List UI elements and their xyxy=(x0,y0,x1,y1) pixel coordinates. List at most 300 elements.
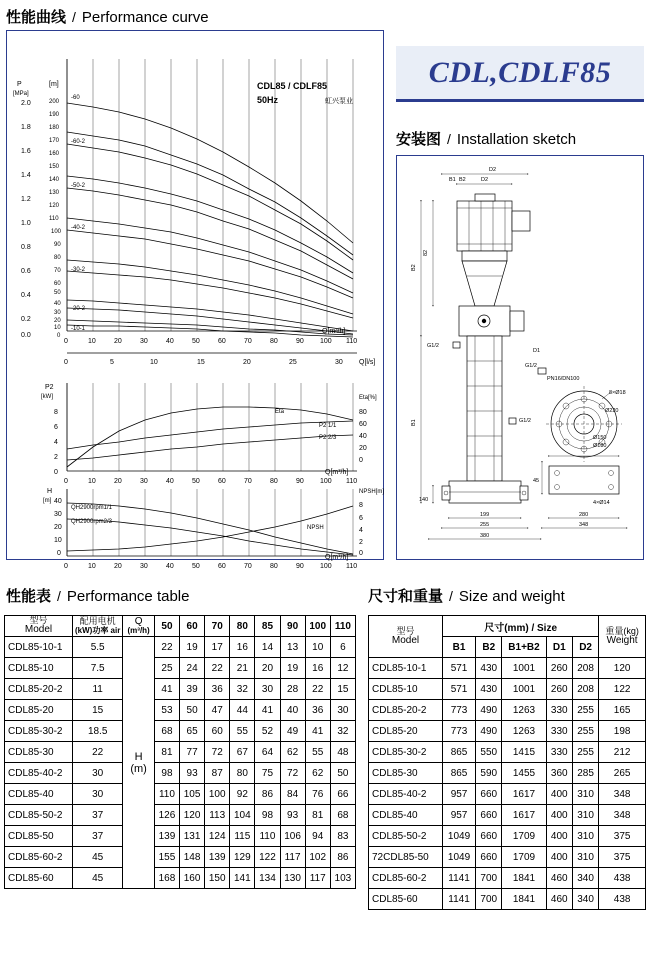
svg-text:110: 110 xyxy=(346,478,358,485)
svg-text:NPSH: NPSH xyxy=(307,525,324,531)
svg-text:6: 6 xyxy=(359,515,363,522)
size-weight-heading xyxy=(368,585,565,606)
size-cell-weight: 165 xyxy=(599,700,646,721)
perf-cell-head-value: 62 xyxy=(280,742,305,763)
svg-text:110: 110 xyxy=(49,216,59,222)
label-d2-top: D2 xyxy=(481,177,489,183)
perf-cell-head-value: 168 xyxy=(154,868,179,889)
svg-text:200: 200 xyxy=(49,99,60,105)
svg-text:100: 100 xyxy=(320,338,332,345)
perf-cell-head-value: 86 xyxy=(255,784,280,805)
perf-cell-head-value: 22 xyxy=(154,637,179,658)
perf-cell-head-value: 110 xyxy=(255,826,280,847)
perf-cell-head-value: 87 xyxy=(205,763,230,784)
performance-table-heading-cn: 性能表 xyxy=(6,588,52,605)
table-row xyxy=(5,658,356,679)
svg-text:0: 0 xyxy=(57,550,61,557)
size-cell-b1b2: 1709 xyxy=(502,847,546,868)
size-cell-b2: 430 xyxy=(476,679,502,700)
perf-cell-head-value: 47 xyxy=(205,700,230,721)
perf-cell-motor: 45 xyxy=(73,868,123,889)
table-row xyxy=(369,679,646,700)
svg-text:140: 140 xyxy=(49,177,60,183)
svg-text:30: 30 xyxy=(140,478,148,485)
perf-cell-head-value: 65 xyxy=(180,721,205,742)
performance-table xyxy=(4,615,356,889)
label-pn16-dn100: PN16/DN100 xyxy=(547,376,580,382)
svg-text:0: 0 xyxy=(359,457,363,464)
perf-cell-head-value: 105 xyxy=(180,784,205,805)
perf-cell-model: CDL85-30 xyxy=(5,742,73,763)
size-cell-d2: 285 xyxy=(572,763,598,784)
perf-cell-head-value: 44 xyxy=(230,700,255,721)
perf-cell-head-value: 77 xyxy=(180,742,205,763)
size-cell-b1: 1141 xyxy=(443,868,476,889)
table-row xyxy=(369,805,646,826)
svg-text:QH2900rpm1/1: QH2900rpm1/1 xyxy=(71,505,113,511)
table-row xyxy=(5,700,356,721)
perf-cell-head-value: 36 xyxy=(205,679,230,700)
perf-cell-head-value: 22 xyxy=(305,679,330,700)
size-cell-d1: 330 xyxy=(546,742,572,763)
perf-cell-head-value: 53 xyxy=(154,700,179,721)
svg-text:0: 0 xyxy=(57,333,61,339)
perf-cell-model: CDL85-50-2 xyxy=(5,805,73,826)
performance-table-body xyxy=(5,637,356,889)
perf-cell-head-value: 67 xyxy=(230,742,255,763)
perf-cell-head-value: 72 xyxy=(205,742,230,763)
perf-cell-head-value: 139 xyxy=(154,826,179,847)
svg-text:[MPa]: [MPa] xyxy=(13,91,29,97)
size-cell-b1: 1049 xyxy=(443,826,476,847)
svg-text:10: 10 xyxy=(88,478,96,485)
svg-text:60: 60 xyxy=(218,478,226,485)
svg-text:P2: P2 xyxy=(45,384,54,391)
table-row xyxy=(369,868,646,889)
table-row xyxy=(5,826,356,847)
perf-cell-head-value: 160 xyxy=(180,868,205,889)
svg-text:80: 80 xyxy=(270,478,278,485)
size-cell-b1: 957 xyxy=(443,805,476,826)
svg-text:P2 2/3: P2 2/3 xyxy=(319,435,337,441)
size-cell-d1: 260 xyxy=(546,679,572,700)
svg-text:H: H xyxy=(47,488,53,495)
table-row xyxy=(369,826,646,847)
perf-cell-head-value: 76 xyxy=(305,784,330,805)
performance-curve-heading-slash: / xyxy=(72,9,76,25)
perf-cell-model: CDL85-40 xyxy=(5,784,73,805)
perf-cell-head-value: 75 xyxy=(255,763,280,784)
svg-text:4: 4 xyxy=(359,527,363,534)
svg-text:50: 50 xyxy=(54,290,61,296)
perf-cell-head-value: 10 xyxy=(305,637,330,658)
svg-text:40: 40 xyxy=(54,498,62,505)
size-cell-b2: 660 xyxy=(476,805,502,826)
svg-text:-30-2: -30-2 xyxy=(71,267,86,273)
perf-cell-head-value: 113 xyxy=(205,805,230,826)
svg-text:70: 70 xyxy=(244,338,252,345)
svg-text:40: 40 xyxy=(166,563,174,570)
perf-cell-head-value: 81 xyxy=(154,742,179,763)
size-cell-model: 72CDL85-50 xyxy=(369,847,443,868)
size-cell-model: CDL85-10-1 xyxy=(369,658,443,679)
size-cell-b1: 1049 xyxy=(443,847,476,868)
svg-text:130: 130 xyxy=(49,190,60,196)
perf-cell-head-value: 62 xyxy=(305,763,330,784)
perf-cell-head-value: 19 xyxy=(280,658,305,679)
svg-text:40: 40 xyxy=(166,478,174,485)
performance-curve-heading xyxy=(6,6,209,27)
size-cell-b1b2: 1617 xyxy=(502,805,546,826)
perf-cell-head-value: 139 xyxy=(205,847,230,868)
svg-text:0: 0 xyxy=(359,550,363,557)
perf-cell-head-value: 72 xyxy=(280,763,305,784)
table-row xyxy=(369,847,646,868)
perf-cell-model: CDL85-60 xyxy=(5,868,73,889)
installation-heading-en: Installation sketch xyxy=(456,131,577,148)
perf-cell-motor: 37 xyxy=(73,826,123,847)
svg-text:190: 190 xyxy=(49,112,60,118)
size-cell-b1: 865 xyxy=(443,763,476,784)
svg-text:P2 1/1: P2 1/1 xyxy=(319,423,337,429)
svg-text:50: 50 xyxy=(192,478,200,485)
perf-cell-head-value: 84 xyxy=(280,784,305,805)
perf-cell-head-value: 80 xyxy=(230,763,255,784)
perf-cell-head-value: 122 xyxy=(255,847,280,868)
table-row xyxy=(5,805,356,826)
svg-text:10: 10 xyxy=(150,359,158,366)
size-cell-b1: 865 xyxy=(443,742,476,763)
label-d1: D1 xyxy=(533,348,541,354)
size-table-body xyxy=(369,658,646,910)
perf-cell-head-value: 117 xyxy=(280,847,305,868)
label-d2-outer: D2 xyxy=(489,167,497,173)
svg-text:CDL85 / CDLF85: CDL85 / CDLF85 xyxy=(257,81,328,91)
svg-text:Q[l/s]: Q[l/s] xyxy=(359,359,376,366)
svg-text:10: 10 xyxy=(88,338,96,345)
svg-text:10: 10 xyxy=(54,325,61,331)
table-row xyxy=(5,742,356,763)
svg-text:0.0: 0.0 xyxy=(21,332,31,339)
svg-text:Eta[%]: Eta[%] xyxy=(359,395,377,401)
perf-cell-head-value: 110 xyxy=(154,784,179,805)
size-cell-d1: 260 xyxy=(546,658,572,679)
label-g12-c: G1/2 xyxy=(525,363,537,369)
size-cell-d1: 330 xyxy=(546,700,572,721)
svg-text:10: 10 xyxy=(54,537,62,544)
size-cell-weight: 348 xyxy=(599,784,646,805)
svg-text:20: 20 xyxy=(114,338,122,345)
svg-text:20: 20 xyxy=(54,318,61,324)
perf-cell-head-value: 12 xyxy=(330,658,355,679)
svg-text:NPSH[m]: NPSH[m] xyxy=(359,489,385,495)
size-weight-table xyxy=(368,615,646,910)
perf-cell-head-value: 103 xyxy=(330,868,355,889)
svg-text:0.8: 0.8 xyxy=(21,244,31,251)
svg-text:90: 90 xyxy=(296,338,304,345)
svg-text:30: 30 xyxy=(140,563,148,570)
perf-col-q-110: 110 xyxy=(330,616,355,637)
size-cell-d1: 360 xyxy=(546,763,572,784)
svg-text:1.4: 1.4 xyxy=(21,172,31,179)
size-cell-b1b2: 1709 xyxy=(502,826,546,847)
perf-cell-head-value: 93 xyxy=(280,805,305,826)
perf-cell-motor: 7.5 xyxy=(73,658,123,679)
label-b1-top: B1 xyxy=(449,177,456,183)
svg-text:-50-2: -50-2 xyxy=(71,183,86,189)
size-cell-model: CDL85-20 xyxy=(369,721,443,742)
perf-cell-head-value: 32 xyxy=(330,721,355,742)
svg-text:20: 20 xyxy=(54,524,62,531)
svg-text:20: 20 xyxy=(243,359,251,366)
product-title-block xyxy=(396,46,644,102)
perf-cell-head-value: 55 xyxy=(305,742,330,763)
perf-col-q: Q (m³/h) xyxy=(123,616,155,637)
size-cell-b1: 957 xyxy=(443,784,476,805)
size-weight-heading-cn: 尺寸和重量 xyxy=(368,588,444,605)
size-cell-d2: 340 xyxy=(572,889,598,910)
size-cell-weight: 348 xyxy=(599,805,646,826)
size-cell-model: CDL85-10 xyxy=(369,679,443,700)
svg-text:15: 15 xyxy=(197,359,205,366)
svg-text:[m]: [m] xyxy=(49,81,59,88)
perf-cell-head-value: 94 xyxy=(305,826,330,847)
svg-text:0.4: 0.4 xyxy=(21,292,31,299)
perf-cell-head-value: 124 xyxy=(205,826,230,847)
perf-cell-head-value: 15 xyxy=(330,679,355,700)
svg-text:10: 10 xyxy=(88,563,96,570)
size-cell-model: CDL85-20-2 xyxy=(369,700,443,721)
svg-text:50Hz: 50Hz xyxy=(257,95,279,105)
perf-cell-head-value: 126 xyxy=(154,805,179,826)
size-cell-d2: 208 xyxy=(572,658,598,679)
perf-cell-head-value: 14 xyxy=(255,637,280,658)
size-table-header-row-1 xyxy=(369,616,646,637)
size-cell-b2: 490 xyxy=(476,721,502,742)
perf-cell-head-value: 130 xyxy=(280,868,305,889)
perf-col-q-60: 60 xyxy=(180,616,205,637)
size-cell-weight: 438 xyxy=(599,889,646,910)
perf-cell-head-value: 30 xyxy=(330,700,355,721)
svg-text:120: 120 xyxy=(49,203,60,209)
label-199: 199 xyxy=(480,512,490,518)
size-cell-model: CDL85-60-2 xyxy=(369,868,443,889)
label-255: 255 xyxy=(480,522,490,528)
perf-cell-head-value: 66 xyxy=(330,784,355,805)
size-cell-b2: 700 xyxy=(476,868,502,889)
size-cell-d2: 310 xyxy=(572,847,598,868)
table-row xyxy=(369,742,646,763)
perf-cell-head-value: 16 xyxy=(305,658,330,679)
performance-curve-panel xyxy=(6,30,385,570)
performance-curve-heading-cn: 性能曲线 xyxy=(6,9,67,26)
perf-cell-head-value: 115 xyxy=(230,826,255,847)
label-b2-top: B2 xyxy=(459,177,466,183)
svg-text:5: 5 xyxy=(110,359,114,366)
label-g12-a: G1/2 xyxy=(427,343,439,349)
perf-cell-head-value: 148 xyxy=(180,847,205,868)
svg-text:60: 60 xyxy=(359,421,367,428)
svg-text:30: 30 xyxy=(54,511,62,518)
svg-text:60: 60 xyxy=(54,281,61,287)
label-82: 82 xyxy=(423,249,429,256)
perf-cell-motor: 22 xyxy=(73,742,123,763)
table-row xyxy=(369,763,646,784)
perf-cell-model: CDL85-10-1 xyxy=(5,637,73,658)
svg-text:8: 8 xyxy=(54,409,58,416)
label-348: 348 xyxy=(579,522,589,528)
perf-cell-motor: 15 xyxy=(73,700,123,721)
table-row xyxy=(5,868,356,889)
size-cell-b2: 700 xyxy=(476,889,502,910)
label-d150: Ø150 xyxy=(593,435,607,441)
size-col-group-size: 尺寸(mm) / Size xyxy=(443,616,599,637)
perf-cell-head-value: 120 xyxy=(180,805,205,826)
size-cell-model: CDL85-40-2 xyxy=(369,784,443,805)
size-cell-b1: 773 xyxy=(443,721,476,742)
svg-text:110: 110 xyxy=(346,338,358,345)
size-cell-d2: 255 xyxy=(572,700,598,721)
svg-text:-40-2: -40-2 xyxy=(71,225,86,231)
svg-text:170: 170 xyxy=(49,138,60,144)
size-cell-d2: 310 xyxy=(572,826,598,847)
svg-text:40: 40 xyxy=(54,301,61,307)
size-cell-b1: 571 xyxy=(443,658,476,679)
perf-cell-head-value: 24 xyxy=(180,658,205,679)
size-cell-d1: 400 xyxy=(546,826,572,847)
size-cell-b2: 660 xyxy=(476,847,502,868)
svg-text:20: 20 xyxy=(114,563,122,570)
svg-text:-20-2: -20-2 xyxy=(71,306,86,312)
svg-text:110: 110 xyxy=(346,563,358,570)
perf-cell-motor: 37 xyxy=(73,805,123,826)
table-row xyxy=(5,763,356,784)
perf-cell-head-value: 41 xyxy=(305,721,330,742)
size-cell-weight: 198 xyxy=(599,721,646,742)
perf-cell-motor: 11 xyxy=(73,679,123,700)
svg-text:50: 50 xyxy=(192,338,200,345)
perf-cell-h-label: H (m) xyxy=(123,637,155,889)
svg-text:0: 0 xyxy=(54,469,58,476)
size-cell-b2: 550 xyxy=(476,742,502,763)
perf-cell-motor: 30 xyxy=(73,763,123,784)
size-cell-weight: 265 xyxy=(599,763,646,784)
perf-cell-head-value: 50 xyxy=(330,763,355,784)
label-380: 380 xyxy=(480,533,490,539)
svg-text:0: 0 xyxy=(64,478,68,485)
product-title: CDL,CDLF85 xyxy=(428,55,612,89)
size-cell-model: CDL85-50-2 xyxy=(369,826,443,847)
table-row xyxy=(5,721,356,742)
size-cell-d1: 330 xyxy=(546,721,572,742)
size-col-group-weight: 重量(kg) Weight xyxy=(599,616,646,658)
perf-cell-head-value: 50 xyxy=(180,700,205,721)
perf-cell-head-value: 117 xyxy=(305,868,330,889)
size-cell-d1: 400 xyxy=(546,805,572,826)
size-cell-d1: 400 xyxy=(546,847,572,868)
size-cell-b1b2: 1415 xyxy=(502,742,546,763)
table-row xyxy=(369,784,646,805)
perf-cell-head-value: 102 xyxy=(305,847,330,868)
perf-cell-motor: 5.5 xyxy=(73,637,123,658)
svg-text:70: 70 xyxy=(244,563,252,570)
perf-cell-head-value: 68 xyxy=(154,721,179,742)
svg-text:Eta: Eta xyxy=(275,409,285,415)
size-cell-d1: 460 xyxy=(546,889,572,910)
performance-table-heading xyxy=(6,585,189,606)
perf-cell-head-value: 129 xyxy=(230,847,255,868)
label-8x18: 8×Ø18 xyxy=(609,390,626,396)
svg-text:160: 160 xyxy=(49,151,60,157)
table-row xyxy=(5,679,356,700)
svg-text:80: 80 xyxy=(54,255,61,261)
svg-text:60: 60 xyxy=(218,563,226,570)
perf-cell-head-value: 92 xyxy=(230,784,255,805)
size-cell-b1b2: 1263 xyxy=(502,721,546,742)
svg-text:70: 70 xyxy=(244,478,252,485)
perf-cell-head-value: 21 xyxy=(230,658,255,679)
perf-col-q-85: 85 xyxy=(255,616,280,637)
size-col-d1: D1 xyxy=(546,637,572,658)
label-280: 280 xyxy=(579,512,589,518)
perf-cell-head-value: 28 xyxy=(280,679,305,700)
perf-cell-motor: 18.5 xyxy=(73,721,123,742)
perf-cell-head-value: 13 xyxy=(280,637,305,658)
table-row xyxy=(369,889,646,910)
svg-text:4: 4 xyxy=(54,439,58,446)
svg-text:0: 0 xyxy=(64,338,68,345)
svg-text:QH2900rpm2/3: QH2900rpm2/3 xyxy=(71,519,113,525)
svg-text:8: 8 xyxy=(359,502,363,509)
label-d220: Ø220 xyxy=(605,408,619,414)
size-cell-d2: 208 xyxy=(572,679,598,700)
svg-text:1.6: 1.6 xyxy=(21,148,31,155)
size-col-d2: D2 xyxy=(572,637,598,658)
perf-cell-head-value: 100 xyxy=(205,784,230,805)
perf-cell-head-value: 16 xyxy=(230,637,255,658)
perf-cell-head-value: 6 xyxy=(330,637,355,658)
perf-cell-head-value: 134 xyxy=(255,868,280,889)
label-140: 140 xyxy=(419,497,429,503)
perf-cell-head-value: 55 xyxy=(230,721,255,742)
svg-text:0.6: 0.6 xyxy=(21,268,31,275)
size-cell-d1: 460 xyxy=(546,868,572,889)
perf-cell-head-value: 19 xyxy=(180,637,205,658)
svg-text:0.2: 0.2 xyxy=(21,316,31,323)
svg-text:Q[m³/h]: Q[m³/h] xyxy=(322,328,346,335)
performance-table-heading-slash: / xyxy=(57,588,61,604)
performance-table-heading-en: Performance table xyxy=(66,588,190,605)
size-cell-model: CDL85-30 xyxy=(369,763,443,784)
svg-text:80: 80 xyxy=(270,338,278,345)
svg-text:50: 50 xyxy=(192,563,200,570)
perf-cell-head-value: 150 xyxy=(205,868,230,889)
size-table-head xyxy=(369,616,646,658)
svg-text:Q[m³/h]: Q[m³/h] xyxy=(325,469,349,476)
size-cell-model: CDL85-30-2 xyxy=(369,742,443,763)
performance-curve-heading-en: Performance curve xyxy=(81,9,209,26)
table-row xyxy=(369,658,646,679)
perf-cell-head-value: 41 xyxy=(255,700,280,721)
table-row xyxy=(5,784,356,805)
svg-text:40: 40 xyxy=(166,338,174,345)
perf-cell-head-value: 39 xyxy=(180,679,205,700)
svg-text:1.8: 1.8 xyxy=(21,124,31,131)
table-row xyxy=(5,847,356,868)
perf-cell-head-value: 64 xyxy=(255,742,280,763)
size-cell-d1: 400 xyxy=(546,784,572,805)
perf-cell-head-value: 131 xyxy=(180,826,205,847)
